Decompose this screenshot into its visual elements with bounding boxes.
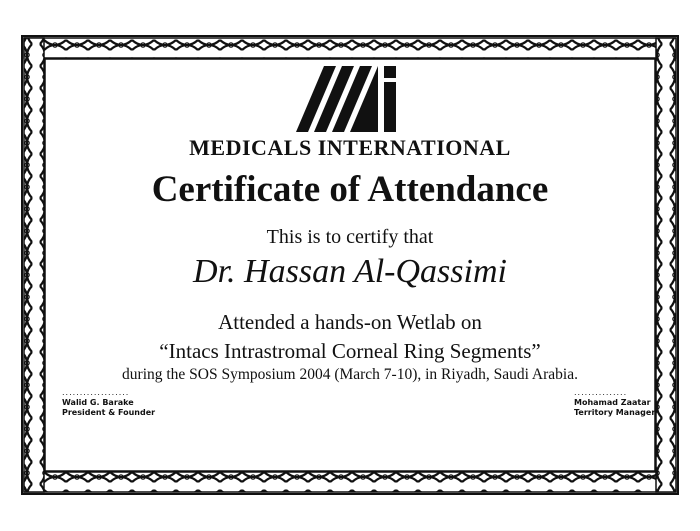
organization-name: MEDICALS INTERNATIONAL [189, 135, 511, 160]
signature-line-right: ............... [574, 388, 628, 397]
recipient-name: Dr. Hassan Al-Qassimi [193, 253, 507, 290]
signature-line-left: ................... [62, 388, 130, 397]
signature-block-right [574, 388, 655, 418]
attended-line: Attended a hands-on Wetlab on [218, 310, 482, 334]
signature-block-left [62, 388, 155, 418]
certify-statement: This is to certify that [266, 226, 434, 248]
signatory-name-right: Mohamad Zaatar [574, 398, 651, 407]
event-line: during the SOS Symposium 2004 (March 7-10), in Riyadh, Saudi Arabia. [122, 366, 578, 383]
course-title: “Intacs Intrastromal Corneal Ring Segments” [159, 339, 541, 363]
certificate-title: Certificate of Attendance [151, 169, 549, 210]
signatory-role-right: Territory Manager [574, 408, 656, 417]
signatory-name-left: Walid G. Barake [62, 398, 134, 407]
signatory-role-left: President & Founder [62, 408, 156, 417]
medicals-international-logo [290, 62, 410, 134]
